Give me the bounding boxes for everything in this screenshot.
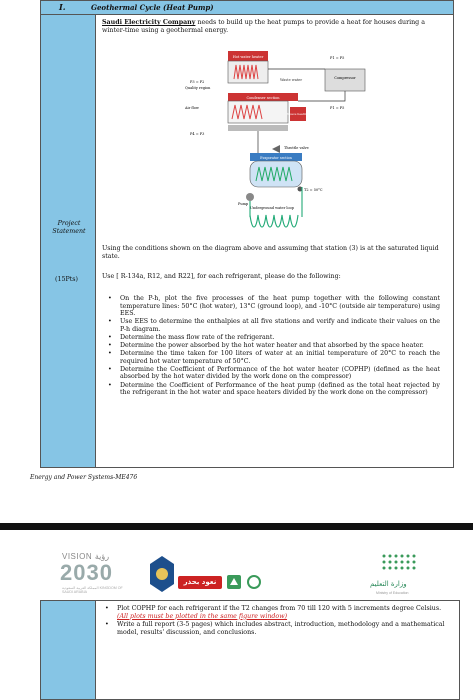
- use-refrigerants-line: Use [ R-134a, R12, and R22], for each refrigerant, please do the following:: [102, 273, 341, 280]
- ministry-dots-icon: [380, 552, 420, 576]
- bullet-icon: •: [108, 381, 112, 389]
- plot-note: (All plots must be plotted in the same figure window): [117, 612, 288, 620]
- bullet-icon: •: [108, 365, 112, 373]
- vision-line2: 2030: [60, 560, 113, 585]
- label-column: [41, 601, 96, 699]
- task-list: [102, 295, 440, 397]
- list-item-text: Determine the Coefficient of Performance of the heat pump (defined as the total heat rejected by the refrigerant in the hot water and space heaters divided by the work done on the compressor): [120, 381, 440, 397]
- vision-2030-logo: [60, 552, 130, 600]
- pump-label: Pump: [238, 202, 249, 206]
- list-item: [99, 621, 453, 636]
- page2-task-list: [99, 605, 453, 637]
- list-item-text: On the P-h, plot the five processes of the heat pump together with the following constant temperature lines: 50°C (hot water), 13°C (ground loop), and -10°C (outside air temperature) using EES.: [120, 295, 440, 318]
- points-label: (15Pts): [55, 276, 78, 283]
- label-column: [41, 15, 96, 467]
- conditions-text: Using the conditions shown on the diagram above and assuming that station (3) is at the saturated liquid state.: [102, 245, 439, 260]
- page2-table: [40, 600, 460, 700]
- p3-p2-label: P3 = P2: [190, 80, 205, 84]
- list-item-text: Determine the mass flow rate of the refrigerant.: [120, 333, 275, 341]
- list-item: [102, 342, 440, 350]
- p1-p5-label: P1 = P5: [330, 106, 345, 110]
- bullet-icon: •: [108, 295, 112, 302]
- ring-emblem-icon: [246, 574, 262, 590]
- return-badge: نعود بحذر: [178, 576, 222, 589]
- heat-pump-diagram: [180, 49, 370, 239]
- table-header: [41, 1, 453, 15]
- list-item: [102, 334, 440, 342]
- bullet-icon: •: [105, 605, 109, 612]
- insulated-duct: [228, 125, 288, 131]
- list-item: [102, 382, 440, 397]
- list-item: [99, 605, 453, 620]
- page-bottom: [0, 530, 473, 700]
- p5-label: P1 = P5: [330, 56, 345, 60]
- green-emblem-icon: [226, 574, 242, 590]
- ministry-sub: Ministry of Education: [376, 591, 409, 595]
- list-item-text: Determine the Coefficient of Performance of the hot water heater (COPHP) (defined as the heat absorbed by the hot water divided by the work done on the compressor): [120, 365, 440, 381]
- hot-water-label: Hot water heater: [232, 55, 264, 59]
- section-title: Geothermal Cycle (Heat Pump): [91, 3, 214, 12]
- condenser-label: Condenser section: [246, 96, 280, 100]
- company-name: Saudi Electricity Company: [102, 19, 196, 26]
- logo-strip: [54, 548, 444, 608]
- bullet-icon: •: [108, 342, 112, 350]
- list-item-text: Determine the power absorbed by the hot water heater and that absorbed by the space heater.: [120, 342, 424, 350]
- university-emblem-icon: [148, 554, 176, 594]
- bullet-icon: •: [105, 621, 109, 629]
- project-statement-label: Project Statement: [52, 220, 86, 235]
- list-item-text: Plot COPHP for each refrigerant if the T2 changes from 70 till 120 with 5 increments degree Celsius.: [117, 605, 442, 612]
- list-item-text: Write a full report (3-5 pages) which includes abstract, introduction, methodology and a mathematical model, results' discussion, and conclusions.: [117, 621, 445, 636]
- pump-icon: [246, 193, 254, 201]
- list-item: [102, 366, 440, 381]
- list-item: [102, 350, 440, 365]
- compressor: [325, 69, 365, 91]
- vision-line1: VISION رؤية: [62, 552, 110, 561]
- bullet-icon: •: [108, 350, 112, 358]
- space-heating-label: Space heating: [287, 112, 309, 116]
- air-flow-label: Air flow: [185, 106, 199, 110]
- hot-water-tank: [228, 61, 268, 83]
- throttle-label: Throttle valve: [284, 146, 309, 150]
- problem-table: [40, 0, 454, 468]
- page-footer: Energy and Power Systems-ME476: [30, 474, 138, 481]
- evaporator-label: Evaporator section: [260, 156, 292, 160]
- intro-text: [102, 19, 442, 34]
- section-number: I.: [59, 2, 66, 12]
- list-item: [102, 295, 440, 318]
- compressor-label: Compressor: [334, 76, 356, 80]
- t2-label: T2 = 50°C: [304, 188, 323, 192]
- refrigerant-line-hot: [298, 91, 345, 101]
- bullet-icon: •: [108, 333, 112, 341]
- throttle-valve: [272, 145, 280, 153]
- bullet-icon: •: [108, 318, 112, 326]
- ministry-name: وزارة التعليم: [370, 580, 407, 588]
- quality-region-label: Quality region: [185, 86, 211, 90]
- list-item: [102, 318, 440, 333]
- intro-rest: needs to build up the heat pumps to provide a heat for houses during a winter-time using a geothermal energy.: [102, 19, 425, 34]
- ministry-logo: [350, 552, 440, 600]
- waste-water-label: Waste water: [280, 78, 302, 82]
- page-divider: [0, 523, 473, 530]
- list-item-text: Use EES to determine the enthalpies at all five stations and verify and indicate their values on the P-h diagram.: [120, 318, 440, 333]
- p4-p3-label: P4 = P3: [190, 132, 205, 136]
- list-item-text: Determine the time taken for 100 liters of water at an initial temperature of 20°C to reach the required hot water temperature of 50°C.: [120, 350, 440, 365]
- underground-label: Underground water loop: [250, 206, 294, 210]
- vision-line3: المملكة العربية السعودية KINGDOM OF SAUDI ARABIA: [62, 586, 123, 594]
